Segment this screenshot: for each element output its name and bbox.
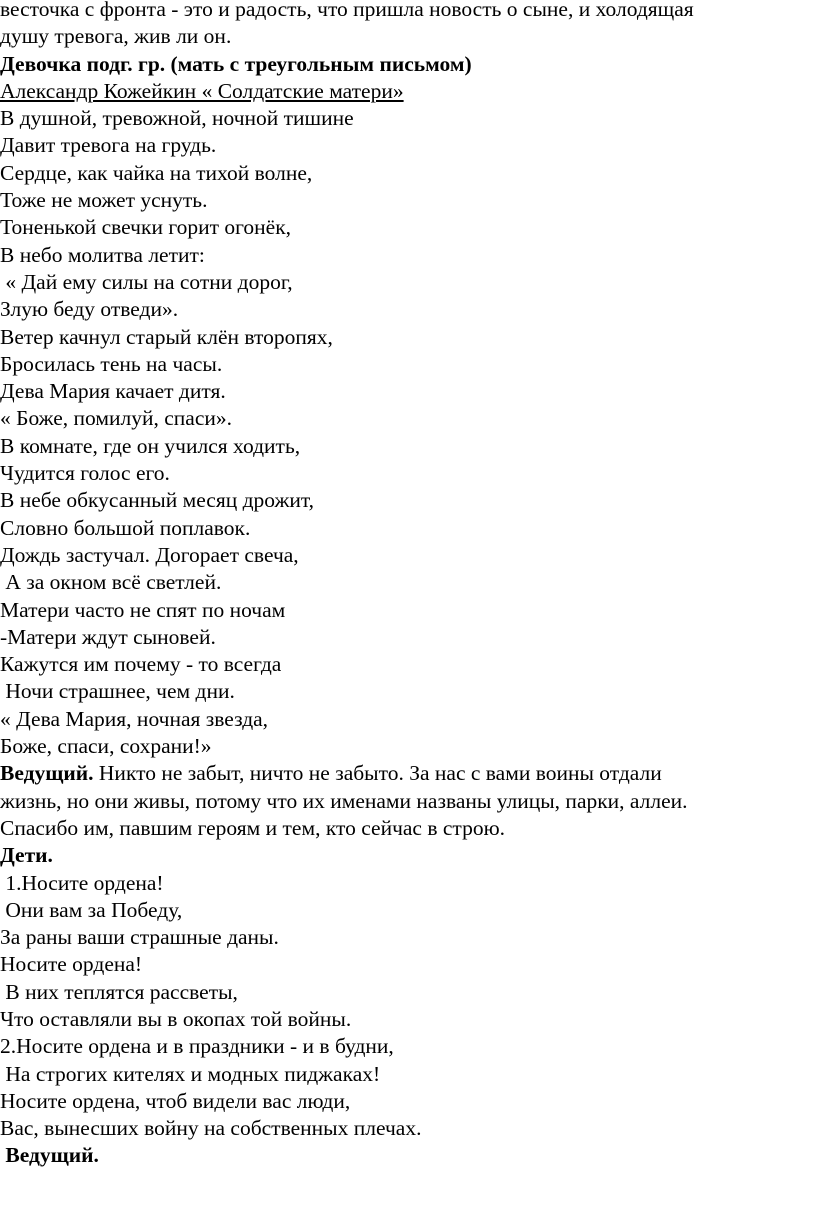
children-line: Они вам за Победу,	[0, 897, 183, 922]
poem-line: Сердце, как чайка на тихой волне,	[0, 160, 313, 185]
poem-line: Давит тревога на грудь.	[0, 133, 217, 158]
poem-line: В комнате, где он учился ходить,	[0, 433, 301, 458]
performer-heading: Девочка подг. гр. (мать с треугольным письмом)	[0, 51, 472, 76]
host-label: Ведущий.	[0, 761, 94, 786]
poem-line: Ветер качнул старый клён второпях,	[0, 324, 333, 349]
final-host-label: Ведущий.	[0, 1143, 99, 1168]
children-line: На строгих кителях и модных пиджаках!	[0, 1061, 381, 1086]
intro-line: весточка с фронта - это и радость, что пришла новость о сыне, и холодящая	[0, 0, 694, 21]
poem-line: Боже, спаси, сохрани!»	[0, 734, 212, 759]
children-label: Дети.	[0, 843, 53, 868]
host-speech-line: Спасибо им, павшим героям и тем, кто сейчас в строю.	[0, 815, 506, 840]
poem-source	[0, 78, 812, 105]
children-line: За раны ваши страшные даны.	[0, 925, 279, 950]
intro-line: душу тревога, жив ли он.	[0, 24, 232, 49]
poem-line: Дева Мария качает дитя.	[0, 379, 226, 404]
poem-line: Ночи страшнее, чем дни.	[0, 679, 235, 704]
poem-line: Злую беду отведи».	[0, 297, 179, 322]
poem-line: Дождь застучал. Догорает свеча,	[0, 542, 299, 567]
children-line: 1.Носите ордена!	[0, 870, 164, 895]
poem-line: Бросилась тень на часы.	[0, 351, 223, 376]
poem-line: Тоненькой свечки горит огонёк,	[0, 215, 292, 240]
children-line: В них теплятся рассветы,	[0, 979, 238, 1004]
poem-line: -Матери ждут сыновей.	[0, 624, 216, 649]
poem-line: В небе обкусанный месяц дрожит,	[0, 488, 315, 513]
children-line: Что оставляли вы в окопах той войны.	[0, 1006, 352, 1031]
poem-line: А за окном всё светлей.	[0, 570, 222, 595]
poem-line: В душной, тревожной, ночной тишине	[0, 106, 354, 131]
children-line: Вас, вынесших войну на собственных плечах.	[0, 1116, 422, 1141]
poem-line: « Дева Мария, ночная звезда,	[0, 706, 269, 731]
poem-line: « Боже, помилуй, спаси».	[0, 406, 233, 431]
poem-line: Словно большой поплавок.	[0, 515, 251, 540]
children-line: Носите ордена, чтоб видели вас люди,	[0, 1088, 351, 1113]
poem	[0, 105, 812, 760]
children-line: 2.Носите ордена и в праздники - и в будни,	[0, 1034, 394, 1059]
poem-line: « Дай ему силы на сотни дорог,	[0, 269, 293, 294]
poem-line: Чудится голос его.	[0, 461, 170, 486]
host-speech-first-line	[0, 760, 812, 787]
poem-line: Тоже не может уснуть.	[0, 188, 208, 213]
host-speech-line: жизнь, но они живы, потому что их именами названы улицы, парки, аллеи.	[0, 788, 688, 813]
poem-line: Кажутся им почему - то всегда	[0, 652, 282, 677]
poem-source-text: Александр Кожейкин « Солдатские матери»	[0, 78, 404, 103]
host-speech-text: Никто не забыт, ничто не забыто. За нас с вами воины отдали	[93, 761, 662, 786]
children-poem	[0, 870, 812, 1143]
children-line: Носите ордена!	[0, 952, 143, 977]
poem-line: Матери часто не спят по ночам	[0, 597, 286, 622]
poem-line: В небо молитва летит:	[0, 242, 205, 267]
